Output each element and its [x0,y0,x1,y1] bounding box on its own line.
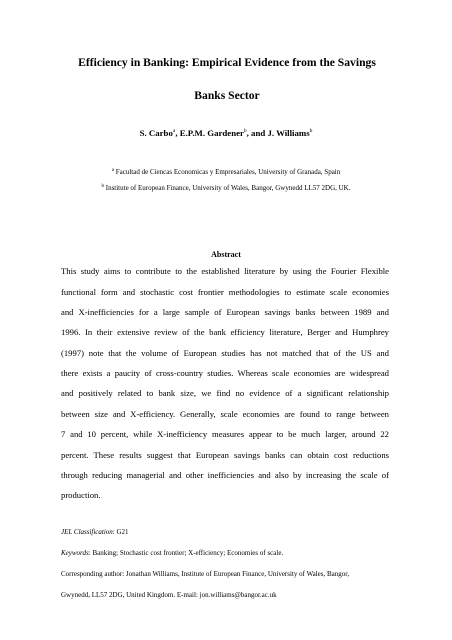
abstract-line: (1997) note that the volume of European studies has not matched that of the US and [61,348,389,358]
author-affiliation-mark: a [172,128,176,134]
corresponding-author-line-2: Gwynedd, LL57 2DG, United Kingdom. E-mail: jon.williams@bangor.ac.uk [61,591,277,599]
abstract-line: 1996. In their extensive review of the bank efficiency literature, Berger and Humphrey [61,327,389,337]
author-name: E.P.M. Gardener [179,128,244,138]
affiliation-text: Facultad de Ciencas Economicas y Empresariales, University of Granada, Spain [113,168,341,176]
keywords [61,549,283,558]
abstract-line: through reducing managerial and other inefficiencies and also by increasing the scale of [61,470,389,480]
author-affiliation-mark: b [243,128,247,134]
abstract-line: production. [61,490,101,500]
keywords-label: Keywords [61,549,89,557]
author-separator: , and [246,128,268,138]
abstract-line: and positively related to bank size, we find no evidence of a significant relationship [61,388,389,398]
author-affiliation-mark: b [309,128,313,134]
author-separator: , [175,128,180,138]
affiliation-b [0,182,452,193]
affiliation-a [0,166,452,177]
abstract-line: This study aims to contribute to the established literature by using the Fourier Flexible [61,266,389,276]
paper-title-line-2: Banks Sector [194,89,260,102]
abstract-line: between size and X-efficiency. Generally, scale economies are found to range between [61,409,389,419]
corresponding-author-line-1: Corresponding author: Jonathan Williams, Institute of European Finance, University of Wales, Bangor, [61,570,350,578]
abstract-heading: Abstract [211,250,241,259]
abstract-line: 7 and 10 percent, while X-inefficiency measures appear to be much larger, around 22 [61,429,389,439]
abstract-line: functional form and stochastic cost frontier methodologies to estimate scale economies [61,287,389,297]
author-name: S. Carbo [139,128,173,138]
abstract-line: there exists a paucity of cross-country studies. Whereas scale economies are widespread [61,368,389,378]
affiliation-text: Institute of European Finance, University of Wales, Bangor, Gwynedd LL57 2DG, UK. [103,184,351,192]
jel-value: : G21 [112,528,129,536]
author-list [0,126,452,139]
affiliation-mark: b [101,184,104,189]
paper-title-line-1: Efficiency in Banking: Empirical Evidence from the Savings [78,56,376,69]
abstract-line: and X-inefficiencies for a large sample of European savings banks between 1989 and [61,307,389,317]
affiliation-mark: a [111,168,114,173]
abstract-line: percent. These results suggest that European savings banks can obtain cost reductions [61,450,389,460]
jel-label: JEL Classification [61,528,113,536]
author-name: J. Williams [267,128,310,138]
keywords-value: : Banking; Stochastic cost frontier; X-efficiency; Economies of scale. [88,549,284,557]
jel-classification [61,528,129,537]
